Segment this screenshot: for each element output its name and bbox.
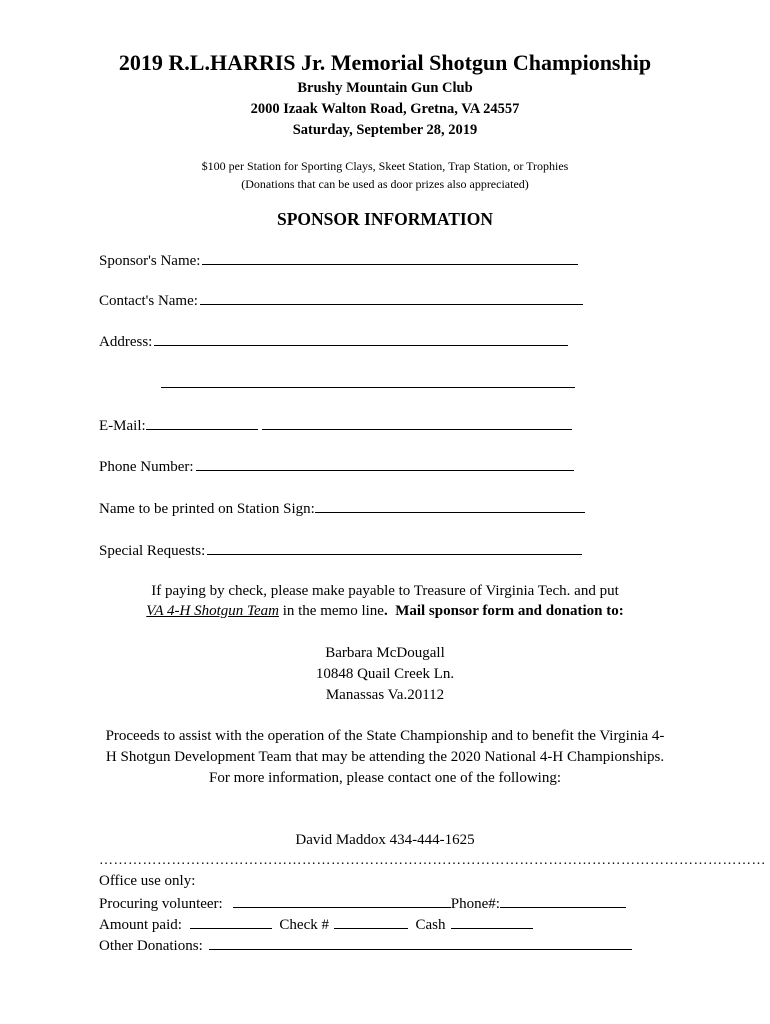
procuring-volunteer-row: [99, 894, 626, 913]
payment-instructions: If paying by check, please make payable to Treasure of Virginia Tech. and put: [151, 583, 619, 599]
document-title: 2019 R.L.HARRIS Jr. Memorial Shotgun Championship: [118, 50, 652, 75]
proceeds-line-2: H Shotgun Development Team that may be attending the 2020 National 4-H Championships.: [105, 749, 665, 765]
sponsor-name-blank[interactable]: [202, 251, 578, 265]
other-donations-row: [99, 936, 632, 955]
club-name: Brushy Mountain Gun Club: [297, 80, 473, 96]
memo-text: VA 4-H Shotgun Team: [146, 603, 279, 619]
phone-label: Phone Number:: [99, 459, 194, 475]
station-sign-label: Name to be printed on Station Sign:: [99, 501, 315, 517]
proceeds-line-3: For more information, please contact one of the following:: [209, 770, 561, 786]
mail-to-name: Barbara McDougall: [325, 645, 445, 661]
phone-blank[interactable]: [196, 457, 574, 471]
memo-line: [0, 603, 770, 620]
special-requests-blank[interactable]: [207, 541, 582, 555]
donation-note: (Donations that can be used as door prizes also appreciated): [241, 177, 529, 191]
address-blank-2[interactable]: [161, 374, 575, 388]
sponsor-name-row: [99, 251, 578, 270]
address-label: Address:: [99, 334, 153, 350]
special-requests-label: Special Requests:: [99, 543, 206, 559]
office-phone-label: Phone#:: [450, 896, 500, 912]
email-blank-1[interactable]: [146, 416, 258, 430]
contact-name-label: Contact's Name:: [99, 293, 198, 309]
proceeds-line-1: Proceeds to assist with the operation of the State Championship and to benefit the Virginia 4-: [105, 728, 665, 744]
email-row: [99, 416, 572, 435]
section-title: SPONSOR INFORMATION: [276, 209, 493, 229]
memo-suffix: in the memo line: [278, 603, 384, 619]
club-address: 2000 Izaak Walton Road, Gretna, VA 24557: [250, 101, 520, 117]
cash-blank[interactable]: [451, 915, 533, 929]
contact-name-row: [99, 291, 583, 310]
amount-paid-label: Amount paid:: [99, 917, 182, 933]
procuring-volunteer-blank[interactable]: [233, 894, 451, 908]
address-blank-1[interactable]: [154, 332, 568, 346]
check-blank[interactable]: [334, 915, 408, 929]
amount-paid-row: [99, 915, 533, 934]
mail-to-city: Manassas Va.20112: [325, 687, 445, 703]
price-line: $100 per Station for Sporting Clays, Skeet Station, Trap Station, or Trophies: [201, 159, 569, 173]
email-blank-2[interactable]: [262, 416, 572, 430]
cash-label: Cash: [415, 917, 446, 933]
sponsor-name-label: Sponsor's Name:: [99, 253, 201, 269]
other-donations-blank[interactable]: [209, 936, 632, 950]
dotted-separator: …………………………………………………………………………………………………………………………: [99, 853, 766, 868]
address-row-2: [161, 374, 575, 393]
station-sign-row: [99, 499, 585, 518]
contact-name-blank[interactable]: [200, 291, 583, 305]
mail-to-street: 10848 Quail Creek Ln.: [315, 666, 455, 682]
mail-instruction: Mail sponsor form and donation to:: [395, 603, 624, 619]
amount-paid-blank[interactable]: [190, 915, 272, 929]
station-sign-blank[interactable]: [315, 499, 585, 513]
address-row: [99, 332, 568, 351]
other-donations-label: Other Donations:: [99, 938, 203, 954]
event-date: Saturday, September 28, 2019: [292, 122, 478, 138]
check-label: Check #: [279, 917, 329, 933]
office-use-heading: Office use only:: [99, 873, 196, 889]
phone-row: [99, 457, 574, 476]
memo-period: .: [383, 603, 388, 619]
special-requests-row: [99, 541, 582, 560]
office-phone-blank[interactable]: [500, 894, 626, 908]
procuring-volunteer-label: Procuring volunteer:: [99, 896, 223, 912]
email-label: E-Mail:: [99, 418, 146, 434]
contact-line: David Maddox 434-444-1625: [295, 832, 475, 848]
